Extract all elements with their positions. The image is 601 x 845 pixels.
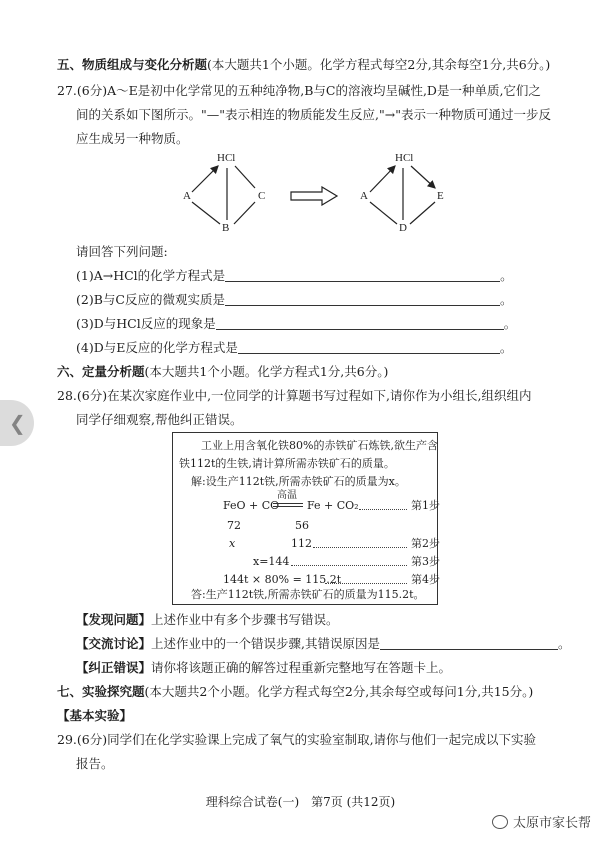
q27-line3: 应生成另一种物质。: [76, 131, 189, 146]
answer-blank-1[interactable]: [225, 269, 500, 282]
box-line1: 工业上用含氧化铁80%的赤铁矿石炼铁,欲生产含: [201, 439, 438, 452]
step-3: 第3步: [411, 555, 440, 568]
diagram1-right: C: [258, 190, 266, 202]
back-button[interactable]: [0, 400, 34, 446]
q27-sub3: (3)D与HCl反应的现象是 。: [76, 316, 517, 331]
x-result: x=144: [253, 555, 290, 568]
q28-line2: 同学仔细观察,帮他纠正错误。: [76, 412, 243, 427]
q27-sub4: (4)D与E反应的化学方程式是 。: [76, 340, 513, 355]
box-answer: 答:生产112t铁,所需赤铁矿石的质量为115.2t。: [191, 588, 425, 601]
q29-line1: 29.(6分)同学们在化学实验课上完成了氧气的实验室制取,请你与他们一起完成以下实验: [57, 732, 537, 747]
discussion: 【交流讨论】上述作业中的一个错误步骤,其错误原因是 。: [76, 636, 571, 651]
q27-sub1: (1)A→HCl的化学方程式是 。: [76, 268, 513, 283]
page-footer: 理科综合试卷(一) 第7页 (共12页): [205, 795, 396, 809]
equation-condition: 高温: [277, 490, 297, 501]
section7-title: 七、实验探究题(本大题共2个小题。化学方程式每空2分,其余每空或每问1分,共15分。): [57, 684, 534, 699]
diagram1-bottom: B: [222, 222, 230, 234]
molar-mass-1: 72: [227, 519, 241, 532]
box-line3: 解:设生产112t铁,所需赤铁矿石的质量为x。: [191, 475, 406, 488]
answer-blank-4[interactable]: [238, 341, 500, 354]
answer-blank-2[interactable]: [225, 293, 500, 306]
dots-1: [359, 509, 407, 510]
molar-mass-2: 56: [295, 519, 309, 532]
find-problem: 【发现问题】上述作业中有多个步骤书写错误。: [76, 612, 339, 627]
correct-errors: 【纠正错误】请你将该题正确的解答过程重新完整地写在答题卡上。: [76, 660, 452, 675]
q27-line1: 27.(6分)A～E是初中化学常见的五种纯净物,B与C的溶液均呈碱性,D是一种单质,它们之: [57, 83, 541, 98]
diagram2-right: E: [437, 190, 444, 202]
step-4: 第4步: [411, 573, 440, 586]
equation-bar: [273, 503, 303, 504]
dots-3: [291, 565, 407, 566]
diagram2-left: A: [360, 190, 368, 202]
q27-prompt: 请回答下列问题:: [76, 244, 168, 259]
unknown-x: x: [229, 537, 236, 550]
value-112: 112: [291, 537, 312, 550]
dots-4: [325, 583, 407, 584]
equation-bar-2: [273, 506, 303, 507]
box-line2: 铁112t的生铁,请计算所需赤铁矿石的质量。: [179, 457, 395, 470]
answer-blank-5[interactable]: [380, 637, 558, 650]
equation-right: Fe + CO₂: [307, 499, 359, 512]
basic-experiment-heading: 【基本实验】: [57, 708, 133, 723]
q27-line2: 间的关系如下图所示。"—"表示相连的物质能发生反应,"→"表示一种物质可通过一步反: [76, 107, 551, 122]
relation-diagram-2: [355, 150, 475, 235]
wechat-watermark: 太原市家长帮: [492, 812, 591, 831]
homework-box: [172, 432, 438, 605]
step-1: 第1步: [411, 499, 440, 512]
wechat-icon: [492, 815, 508, 829]
diagram1-top: HCl: [217, 152, 236, 164]
diagram2-top: HCl: [395, 152, 414, 164]
calc-line: 144t × 80% = 115.2t: [223, 573, 342, 586]
diagram1-left: A: [183, 190, 191, 202]
answer-blank-3[interactable]: [216, 317, 504, 330]
equation-left: FeO + CO: [223, 499, 280, 512]
diagram2-bottom: D: [399, 222, 407, 234]
section6-title: 六、定量分析题(本大题共1个小题。化学方程式1分,共6分。): [57, 364, 389, 379]
transform-arrow-icon: [290, 186, 340, 206]
q27-sub2: (2)B与C反应的微观实质是 。: [76, 292, 513, 307]
step-2: 第2步: [411, 537, 440, 550]
dots-2: [313, 547, 407, 548]
chevron-left-icon: ❮: [9, 411, 26, 435]
q29-line2: 报告。: [76, 756, 114, 771]
section5-title: 五、物质组成与变化分析题(本大题共1个小题。化学方程式每空2分,其余每空1分,共6分。): [57, 57, 551, 72]
q28-line1: 28.(6分)在某次家庭作业中,一位同学的计算题书写过程如下,请你作为小组长,组织组内: [57, 388, 532, 403]
